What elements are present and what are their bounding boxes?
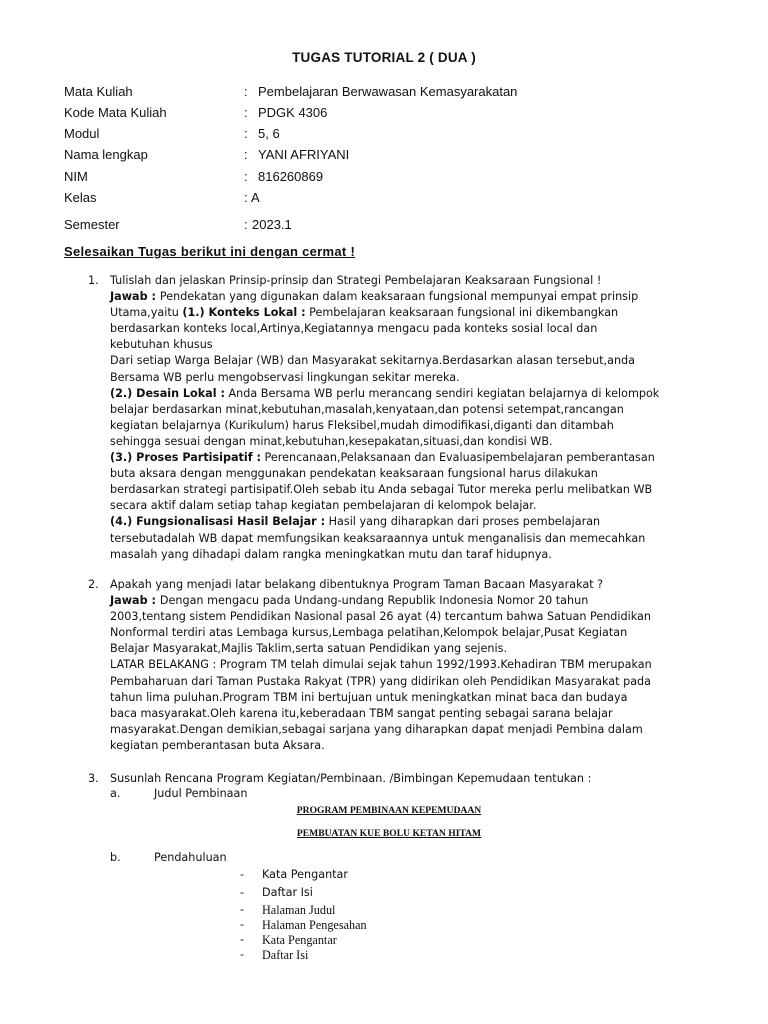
info-colon: : bbox=[244, 147, 248, 162]
answer-line bbox=[110, 722, 710, 738]
program-subtitle: PEMBUATAN KUE BOLU KETAN HITAM bbox=[296, 828, 482, 839]
list-item-text: Kata Pengantar bbox=[262, 933, 337, 947]
answer-line bbox=[110, 609, 710, 625]
answer-line bbox=[110, 402, 710, 418]
text-run: tahun lima puluhan.Program TBM ini bertujuan untuk meningkatkan minat baca dan budaya bbox=[110, 690, 628, 704]
info-value: Pembelajaran Berwawasan Kemasyarakatan bbox=[258, 84, 518, 99]
program-title: PROGRAM PEMBINAAN KEPEMUDAAN bbox=[296, 805, 482, 816]
text-run: Bersama WB perlu mengobservasi lingkungan sekitar mereka. bbox=[110, 370, 460, 384]
text-run: Perencanaan,Pelaksanaan dan Evaluasipembelajaran pemberantasan bbox=[260, 451, 655, 465]
dash-bullet: - bbox=[240, 948, 245, 961]
answer-line bbox=[110, 353, 710, 369]
answer-line bbox=[110, 514, 710, 530]
text-run: Pendekatan yang digunakan dalam keaksaraan fungsional mempunyai empat prinsip bbox=[159, 290, 639, 304]
answer-line bbox=[110, 593, 710, 609]
dash-bullet: - bbox=[240, 903, 245, 916]
answer-line bbox=[110, 337, 710, 353]
info-row-mata-kuliah bbox=[64, 84, 704, 102]
text-run: Anda Bersama WB perlu merancang sendiri kegiatan belajarnya di kelompok bbox=[224, 386, 660, 400]
dash-bullet: - bbox=[240, 918, 245, 931]
text-run: 2003,tentang sistem Pendidikan Nasional pasal 26 ayat (4) tercantum bahwa Satuan Pendidikan bbox=[110, 610, 651, 624]
subitem-b-text: Pendahuluan bbox=[154, 851, 227, 864]
text-run: berdasarkan strategi partisipatif.Oleh sebab itu Anda sebagai Tutor mereka perlu melibatkan WB bbox=[110, 483, 653, 497]
text-run: kebutuhan khusus bbox=[110, 338, 213, 352]
bold-text: (4.) Fungsionalisasi Hasil Belajar : bbox=[110, 515, 326, 529]
question-number: 3. bbox=[88, 772, 99, 785]
answer-line bbox=[110, 531, 710, 547]
subitem-b-label: b. bbox=[110, 851, 121, 864]
text-run: sehingga sesuai dengan minat,kebutuhan,kesepakatan,situasi,dan kondisi WB. bbox=[110, 434, 553, 448]
list-item-text: Daftar Isi bbox=[262, 886, 313, 899]
text-run: belajar berdasarkan minat,kebutuhan,masalah,kenyataan,dan potensi setempat,rancangan bbox=[110, 402, 624, 416]
info-row-modul bbox=[64, 126, 704, 144]
answer-line bbox=[110, 386, 710, 402]
text-run: buta aksara dengan menggunakan pendekatan keaksaraan fungsional harus dilakukan bbox=[110, 467, 598, 481]
text-run: LATAR BELAKANG : Program TM telah dimulai sejak tahun 1992/1993.Kehadiran TBM merupakan bbox=[110, 658, 652, 672]
answer-line bbox=[110, 370, 710, 386]
subitem-a-text: Judul Pembinaan bbox=[154, 787, 248, 800]
answer-line bbox=[110, 450, 710, 466]
bold-text: Jawab : bbox=[110, 594, 160, 608]
instruction-heading: Selesaikan Tugas berikut ini dengan cermat ! bbox=[64, 244, 356, 259]
info-value: 816260869 bbox=[258, 169, 324, 184]
answer-line bbox=[110, 625, 710, 641]
text-run: Apakah yang menjadi latar belakang dibentuknya Program Taman Bacaan Masyarakat ? bbox=[110, 578, 604, 591]
text-run: Utama,yaitu bbox=[110, 306, 183, 320]
info-colon: : bbox=[244, 126, 248, 141]
info-label: Semester bbox=[64, 217, 120, 232]
list-item-text: Kata Pengantar bbox=[262, 868, 349, 881]
text-run: Nonformal terdiri atas Lembaga kursus,Lembaga pelatihan,Kelompok belajar,Pusat Kegiatan bbox=[110, 626, 628, 640]
answer-line bbox=[110, 273, 710, 289]
info-value: YANI AFRIYANI bbox=[258, 147, 350, 162]
question-number: 2. bbox=[88, 578, 99, 591]
bold-text: (3.) Proses Partisipatif : bbox=[110, 451, 261, 465]
text-run: tersebutadalah WB dapat memfungsikan keaksaraannya untuk menganalisis dan memecahkan bbox=[110, 531, 646, 545]
info-row-nama-lengkap bbox=[64, 147, 704, 165]
info-label: Kode Mata Kuliah bbox=[64, 105, 167, 120]
dash-bullet: - bbox=[240, 933, 245, 946]
answer-line bbox=[110, 466, 710, 482]
question-number: 1. bbox=[88, 274, 99, 287]
text-run: Pembelajaran keaksaraan fungsional ini dikembangkan bbox=[305, 306, 619, 320]
text-run: Dari setiap Warga Belajar (WB) dan Masyarakat sekitarnya.Berdasarkan alasan tersebut,anda bbox=[110, 354, 636, 368]
answer-line bbox=[110, 418, 710, 434]
answer-line bbox=[110, 305, 710, 321]
text-run: berdasarkan konteks local,Artinya,Kegiatannya mengacu pada konteks sosial local dan bbox=[110, 322, 598, 336]
text-run: baca masyarakat.Oleh karena itu,keberadaan TBM sangat penting sebagai sarana belajar bbox=[110, 706, 613, 720]
text-run: kegiatan belajarnya (Kurikulum) harus Fleksibel,mudah dimodifikasi,diganti dan ditambah bbox=[110, 418, 614, 432]
answer-line bbox=[110, 482, 710, 498]
question-2-body bbox=[110, 577, 710, 754]
list-item-text: Halaman Pengesahan bbox=[262, 918, 367, 932]
bold-text: (2.) Desain Lokal : bbox=[110, 386, 225, 400]
document-title: TUGAS TUTORIAL 2 ( DUA ) bbox=[292, 50, 476, 65]
info-row-nim bbox=[64, 169, 704, 187]
dash-bullet: - bbox=[240, 868, 245, 881]
answer-line bbox=[110, 706, 710, 722]
question-3-prompt: Susunlah Rencana Program Kegiatan/Pembinaan. /Bimbingan Kepemudaan tentukan : bbox=[110, 772, 592, 785]
answer-line bbox=[110, 434, 710, 450]
info-label: Nama lengkap bbox=[64, 147, 148, 162]
answer-line bbox=[110, 321, 710, 337]
text-run: secara aktif dalam setiap tahap kegiatan pembelajaran di kelompok belajar. bbox=[110, 499, 537, 513]
answer-line bbox=[110, 547, 710, 563]
question-1-body bbox=[110, 273, 710, 563]
text-run: masyarakat.Dengan demikian,sebagai sarjana yang diharapkan dapat menjadi Pembina dalam bbox=[110, 722, 643, 736]
text-run: masalah yang dihadapi dalam rangka meningkatkan mutu dan taraf hidupnya. bbox=[110, 547, 552, 561]
answer-line bbox=[110, 641, 710, 657]
info-row-kelas bbox=[64, 190, 704, 208]
list-item-text: Halaman Judul bbox=[262, 903, 336, 917]
info-value: 5, 6 bbox=[258, 126, 280, 141]
subitem-a-label: a. bbox=[110, 787, 121, 800]
text-run: Hasil yang diharapkan dari proses pembelajaran bbox=[325, 515, 601, 529]
text-run: Tulislah dan jelaskan Prinsip-prinsip dan Strategi Pembelajaran Keaksaraan Fungsional ! bbox=[110, 274, 602, 287]
info-row-semester bbox=[64, 217, 704, 235]
question-3-text bbox=[110, 771, 710, 787]
info-value: 2023.1 bbox=[252, 217, 292, 232]
info-row-kode-mata-kuliah bbox=[64, 105, 704, 123]
text-run: Pembaharuan dari Taman Pustaka Rakyat (TPR) yang didirikan oleh Pendidikan Masyarakat pada bbox=[110, 674, 652, 688]
bold-text: (1.) Konteks Lokal : bbox=[182, 306, 306, 320]
answer-line bbox=[110, 657, 710, 673]
text-run: Dengan mengacu pada Undang-undang Republik Indonesia Nomor 20 tahun bbox=[159, 594, 589, 608]
info-label: NIM bbox=[64, 169, 88, 184]
answer-line bbox=[110, 738, 710, 754]
dash-bullet: - bbox=[240, 886, 245, 899]
info-label: Modul bbox=[64, 126, 100, 141]
answer-line bbox=[110, 690, 710, 706]
info-colon: : bbox=[244, 217, 248, 232]
text-run: kegiatan pemberantasan buta Aksara. bbox=[110, 738, 325, 752]
info-colon: : bbox=[244, 84, 248, 99]
answer-line bbox=[110, 498, 710, 514]
text-run: Belajar Masyarakat,Majlis Taklim,serta satuan Pendidikan yang sejenis. bbox=[110, 642, 508, 656]
info-colon: : bbox=[244, 105, 248, 120]
info-colon: : bbox=[244, 190, 248, 205]
answer-line bbox=[110, 674, 710, 690]
info-label: Mata Kuliah bbox=[64, 84, 133, 99]
list-item-text: Daftar Isi bbox=[262, 948, 309, 962]
info-label: Kelas bbox=[64, 190, 97, 205]
answer-line bbox=[110, 577, 710, 593]
answer-line bbox=[110, 289, 710, 305]
info-value: A bbox=[251, 190, 260, 205]
info-value: PDGK 4306 bbox=[258, 105, 328, 120]
bold-text: Jawab : bbox=[110, 290, 160, 304]
info-colon: : bbox=[244, 169, 248, 184]
